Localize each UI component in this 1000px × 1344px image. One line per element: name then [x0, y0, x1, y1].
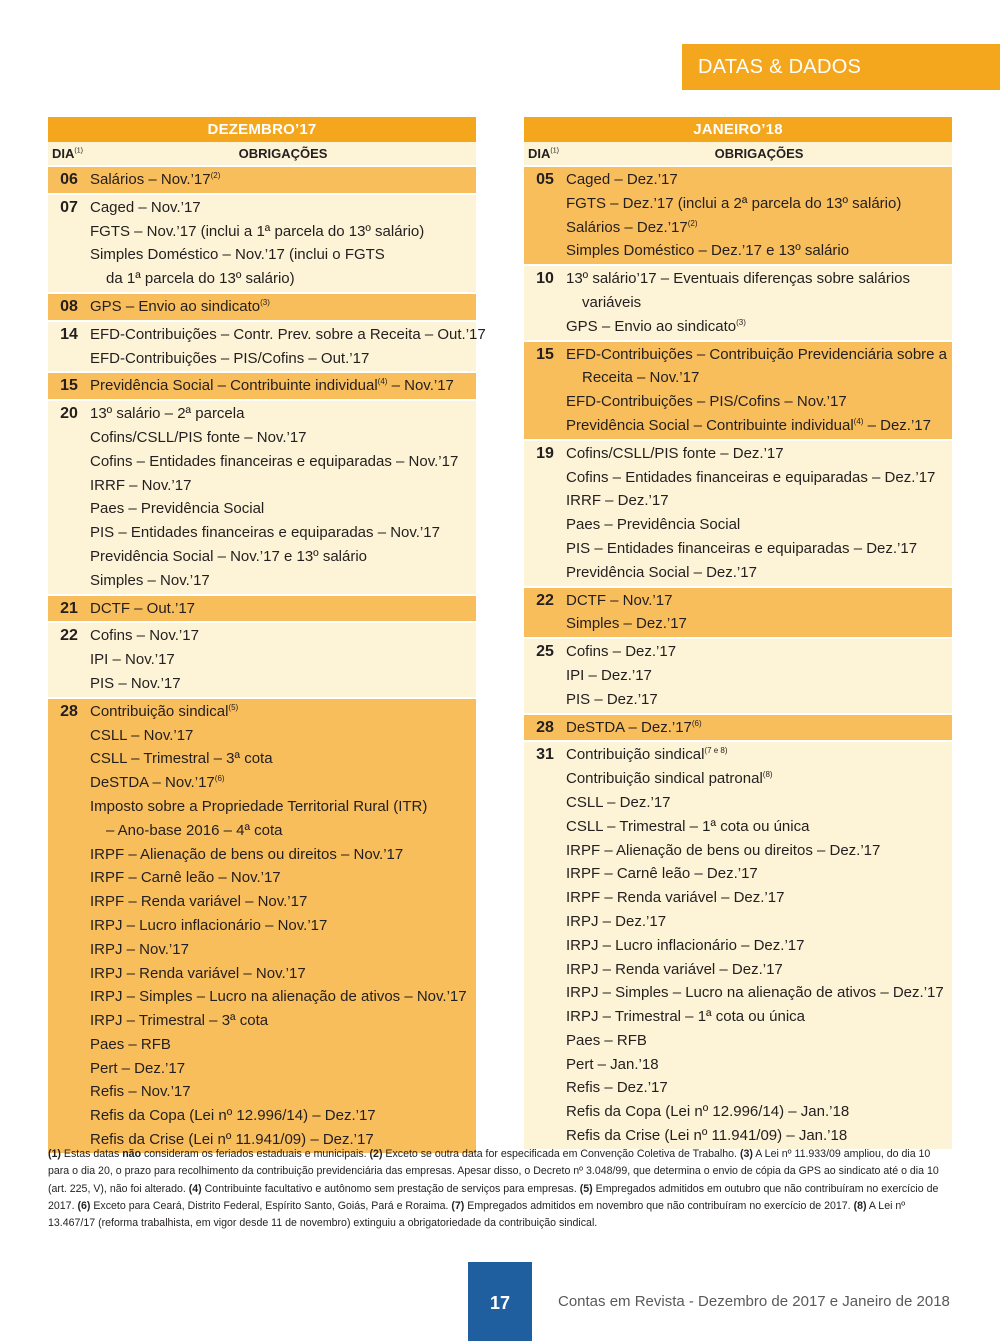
page-number: 17	[468, 1262, 532, 1341]
obligation-item	[90, 295, 476, 319]
obligation-text: IPI – Dez.’17	[566, 666, 652, 684]
obligation-text: Contribuição sindical patronal	[566, 770, 763, 788]
obligation-text: – Ano-base 2016 – 4ª cota	[106, 821, 283, 839]
footnote-ref: (4)	[377, 377, 388, 387]
obligation-text: IRPJ – Renda variável – Nov.’17	[90, 964, 306, 982]
obligation-text: Paes – Previdência Social	[566, 516, 741, 534]
obligation-text: Salários – Dez.’17	[566, 218, 688, 236]
obligation-text: CSLL – Nov.’17	[90, 726, 194, 744]
obligation-item	[566, 886, 952, 910]
footnote-ref: (5)	[228, 702, 239, 712]
obligation-item	[90, 795, 476, 819]
day-column-header: DIA$^{(1)}$	[48, 142, 90, 166]
obligations-cell	[90, 194, 476, 293]
obligation-item	[566, 168, 952, 192]
obligation-text-suffix: – Dez.’17	[863, 416, 931, 434]
obligation-item	[566, 1124, 952, 1148]
calendar-body	[48, 166, 486, 1154]
obligation-text: Paes – RFB	[566, 1031, 647, 1049]
table-row	[48, 321, 476, 373]
obligation-text-suffix: – Nov.’17	[387, 377, 454, 395]
obligation-text: da 1ª parcela do 13º salário)	[106, 270, 295, 288]
obligation-item	[566, 442, 952, 466]
obligation-item	[566, 216, 952, 240]
obligation-item	[566, 390, 952, 414]
obligation-item	[90, 648, 476, 672]
obligation-text: Cofins/CSLL/PIS fonte – Dez.’17	[566, 444, 784, 462]
obligation-text: Refis – Dez.’17	[566, 1079, 668, 1097]
obligations-cell	[90, 400, 476, 594]
day-cell: 10	[524, 265, 566, 340]
obligations-cell	[90, 321, 486, 373]
obligation-item	[90, 597, 476, 621]
day-cell: 15	[524, 341, 566, 440]
table-row	[524, 341, 952, 440]
obligation-item	[566, 743, 952, 767]
obligation-text: 13º salário – 2ª parcela	[90, 405, 245, 423]
obligations-cell	[90, 166, 476, 194]
obligation-text: IRRF – Nov.’17	[90, 476, 192, 494]
obligation-item	[90, 1080, 476, 1104]
day-cell: 28	[524, 714, 566, 742]
obligation-item	[90, 545, 476, 569]
obligation-text: IRPJ – Lucro inflacionário – Nov.’17	[90, 916, 328, 934]
obligation-text: FGTS – Nov.’17 (inclui a 1ª parcela do 13º salário)	[90, 222, 425, 240]
obligation-item	[566, 716, 952, 740]
obligations-cell	[566, 638, 952, 713]
obligation-text: IRRF – Dez.’17	[566, 492, 669, 510]
day-cell: 14	[48, 321, 90, 373]
day-cell: 05	[524, 166, 566, 265]
obligation-item	[566, 589, 952, 613]
obligation-text: Previdência Social – Contribuinte individual	[566, 416, 854, 434]
footnote-number: (6)	[77, 1199, 91, 1212]
footnote-ref: (6)	[214, 774, 225, 784]
obligation-text: GPS – Envio ao sindicato	[90, 297, 261, 315]
obligation-item	[90, 497, 476, 521]
obligation-text: IRPJ – Simples – Lucro na alienação de ativos – Dez.’17	[566, 984, 944, 1002]
footnote-number: (5)	[579, 1182, 593, 1195]
footnote-text: Empregados admitidos em novembro que não contribuíram no exercício de 2017.	[464, 1199, 854, 1212]
footnote-number: (3)	[739, 1148, 753, 1160]
footnote-emphasis: não	[122, 1148, 142, 1160]
section-tag: DATAS & DADOS	[682, 44, 1000, 90]
obligation-item	[90, 196, 476, 220]
obligation-item	[566, 664, 952, 688]
obligation-item	[90, 914, 476, 938]
table-row	[524, 714, 952, 742]
obligation-text: Previdência Social – Contribuinte individual	[90, 377, 378, 395]
obligation-item	[90, 962, 476, 986]
obligation-text: IRPF – Renda variável – Dez.’17	[566, 889, 785, 907]
obligation-item	[566, 791, 952, 815]
obligation-text: Simples – Nov.’17	[90, 571, 210, 589]
obligation-item	[90, 267, 476, 291]
obligation-item	[90, 1104, 476, 1128]
obligation-item	[90, 771, 476, 795]
day-cell: 08	[48, 293, 90, 321]
obligation-item	[566, 612, 952, 636]
obligation-text: Cofins – Dez.’17	[566, 643, 677, 661]
table-row	[48, 622, 476, 697]
obligation-item	[566, 688, 952, 712]
obligation-item	[90, 426, 476, 450]
footnote-text: Exceto se outra data for especificada em Convenção Coletiva de Trabalho.	[382, 1148, 740, 1160]
obligation-item	[566, 561, 952, 585]
footnote-ref: (3)	[736, 317, 746, 327]
obligation-text: 13º salário’17 – Eventuais diferenças sobre salários	[566, 270, 911, 288]
day-cell: 15	[48, 372, 90, 400]
obligations-cell	[566, 166, 952, 265]
obligation-item	[90, 1057, 476, 1081]
obligation-item	[90, 890, 476, 914]
obligations-cell	[90, 622, 476, 697]
obligation-text: EFD-Contribuições – PIS/Cofins – Out.’17	[90, 349, 370, 367]
obligations-cell	[90, 372, 476, 400]
footnote-text: Estas datas	[60, 1148, 123, 1160]
obligation-text: PIS – Entidades financeiras e equiparadas – Nov.’17	[90, 524, 440, 542]
obligation-item	[90, 220, 476, 244]
table-row	[524, 440, 952, 587]
obligation-text: DCTF – Nov.’17	[566, 591, 673, 609]
obligation-text: Receita – Nov.’17	[582, 369, 700, 387]
obligation-text: EFD-Contribuições – Contr. Prev. sobre a Receita – Out.’17	[90, 325, 486, 343]
obligation-text: Refis da Crise (Lei nº 11.941/09) – Dez.’17	[90, 1131, 374, 1149]
footnote-number: (8)	[853, 1199, 867, 1212]
obligation-item	[90, 985, 476, 1009]
footnote-text: Exceto para Ceará, Distrito Federal, Espírito Santo, Goiás, Pará e Roraima.	[90, 1199, 452, 1212]
day-column-header: DIA$^{(1)}$	[524, 142, 566, 166]
obligations-cell	[566, 587, 952, 639]
table-row	[524, 166, 952, 265]
obligation-text: IPI – Nov.’17	[90, 651, 175, 669]
obligation-text: IRPJ – Renda variável – Dez.’17	[566, 960, 783, 978]
obligation-text: PIS – Nov.’17	[90, 674, 181, 692]
obligations-column-header: OBRIGAÇÕES	[566, 142, 952, 166]
obligation-text: IRPF – Carnê leão – Nov.’17	[90, 869, 281, 887]
obligations-cell	[566, 265, 952, 340]
obligations-cell	[566, 714, 952, 742]
footnote-text: consideram os feriados estaduais e municipais.	[141, 1148, 370, 1160]
obligation-text: Salários – Nov.’17	[90, 171, 211, 188]
obligation-item	[566, 1005, 952, 1029]
obligation-item	[566, 267, 952, 291]
footnote-text: Contribuinte facultativo e autônomo sem prestação de serviços para empresas.	[201, 1182, 580, 1195]
obligation-text: Refis – Nov.’17	[90, 1083, 191, 1101]
footnote-text: Empregados admitidos em outubro que não contribuíram no exercício de 2017.	[48, 1182, 939, 1212]
table-row	[524, 265, 952, 340]
table-row	[48, 194, 476, 293]
day-cell: 25	[524, 638, 566, 713]
obligation-text: CSLL – Trimestral – 3ª cota	[90, 750, 273, 768]
footnote-text: A Lei nº 11.933/09 ampliou, do dia 10 para o dia 20, o prazo para recolhimento da contribuição previdenciária das empresas. Apesar disso, o Decreto nº 3.048/99, que determina o envio de cópia da GPS ao sindicato até o dia 10 (art. 225, V), não foi alterado.	[48, 1148, 939, 1195]
calendar-january	[524, 117, 952, 1151]
obligation-text: IRPJ – Simples – Lucro na alienação de ativos – Nov.’17	[90, 988, 467, 1006]
obligation-item	[90, 402, 476, 426]
obligation-text: PIS – Entidades financeiras e equiparadas – Dez.’17	[566, 539, 918, 557]
obligation-item	[90, 521, 476, 545]
footnote-ref: (8)	[762, 770, 773, 780]
obligation-item	[566, 239, 952, 263]
obligation-item	[90, 866, 476, 890]
obligation-text: GPS – Envio ao sindicato	[566, 317, 737, 335]
obligation-text: Refis da Copa (Lei nº 12.996/14) – Jan.’18	[566, 1103, 850, 1121]
obligation-item	[566, 537, 952, 561]
footnote-ref: (2)	[687, 218, 698, 228]
obligation-item	[90, 1033, 476, 1057]
obligation-text: IRPJ – Nov.’17	[90, 940, 189, 958]
day-cell: 31	[524, 741, 566, 1150]
obligation-item	[90, 450, 476, 474]
day-cell: 22	[524, 587, 566, 639]
obligation-item	[90, 1009, 476, 1033]
obligation-text: Simples Doméstico – Nov.’17 (inclui o FGTS	[90, 246, 385, 264]
obligation-item	[566, 862, 952, 886]
footnote-ref: (7 e 8)	[704, 746, 728, 756]
day-cell: 06	[48, 166, 90, 194]
day-cell: 07	[48, 194, 90, 293]
obligation-text: variáveis	[582, 293, 642, 311]
obligation-text: FGTS – Dez.’17 (inclui a 2ª parcela do 13º salário)	[566, 194, 902, 212]
obligation-item	[90, 243, 476, 267]
obligation-text: PIS – Dez.’17	[566, 690, 658, 708]
footnote-number: (4)	[188, 1182, 202, 1195]
obligation-item	[90, 672, 476, 696]
footnotes	[48, 1146, 952, 1232]
obligation-item	[566, 815, 952, 839]
obligation-item	[566, 1053, 952, 1077]
obligation-text: DCTF – Out.’17	[90, 599, 196, 617]
obligation-text: Cofins – Entidades financeiras e equiparadas – Dez.’17	[566, 468, 936, 486]
obligations-cell	[90, 698, 476, 1154]
obligation-item	[90, 474, 476, 498]
obligation-item	[90, 374, 476, 398]
obligation-item	[90, 624, 476, 648]
obligation-item	[566, 489, 952, 513]
table-row	[48, 595, 476, 623]
obligation-text: IRPF – Renda variável – Nov.’17	[90, 893, 308, 911]
obligation-text: Pert – Dez.’17	[90, 1059, 186, 1077]
footnote-ref: (6)	[691, 718, 702, 728]
obligation-text: EFD-Contribuições – Contribuição Previdenciária sobre a	[566, 345, 948, 363]
obligation-text: IRPJ – Trimestral – 3ª cota	[90, 1012, 269, 1030]
obligation-text: CSLL – Dez.’17	[566, 793, 671, 811]
obligation-item	[566, 934, 952, 958]
obligations-cell	[566, 341, 952, 440]
obligation-text: EFD-Contribuições – PIS/Cofins – Nov.’17	[566, 393, 847, 411]
obligation-text: Simples Doméstico – Dez.’17 e 13º salário	[566, 242, 850, 260]
obligation-item	[90, 843, 476, 867]
footnote-number: (7)	[451, 1199, 465, 1212]
footnote-ref: (3)	[260, 297, 270, 307]
obligation-item	[566, 414, 952, 438]
obligations-cell	[566, 440, 952, 587]
obligation-item	[90, 168, 476, 192]
obligation-item	[90, 569, 476, 593]
obligation-item	[566, 1029, 952, 1053]
obligation-item	[566, 839, 952, 863]
obligation-text: Previdência Social – Nov.’17 e 13º salário	[90, 547, 368, 565]
obligation-text: Contribuição sindical	[566, 746, 705, 764]
table-row	[48, 166, 476, 194]
table-row	[48, 293, 476, 321]
obligation-item	[566, 640, 952, 664]
table-row	[48, 400, 476, 594]
obligation-text: CSLL – Trimestral – 1ª cota ou única	[566, 817, 810, 835]
obligation-text: Refis da Copa (Lei nº 12.996/14) – Dez.’17	[90, 1107, 376, 1125]
obligation-text: Cofins – Nov.’17	[90, 627, 199, 645]
obligations-cell	[90, 595, 476, 623]
calendar-body	[524, 166, 952, 1150]
day-cell: 21	[48, 595, 90, 623]
table-row	[48, 372, 476, 400]
obligation-item	[90, 724, 476, 748]
obligation-item	[90, 747, 476, 771]
day-cell: 20	[48, 400, 90, 594]
obligation-item	[90, 819, 476, 843]
obligation-text: IRPJ – Lucro inflacionário – Dez.’17	[566, 936, 805, 954]
obligation-text: Paes – RFB	[90, 1035, 171, 1053]
obligation-text: IRPJ – Trimestral – 1ª cota ou única	[566, 1008, 805, 1026]
obligation-item	[566, 315, 952, 339]
day-cell: 22	[48, 622, 90, 697]
obligations-cell	[90, 293, 476, 321]
obligation-text: Caged – Nov.’17	[90, 198, 201, 216]
obligation-text: Contribuição sindical	[90, 702, 229, 720]
obligation-text: DeSTDA – Nov.’17	[90, 774, 215, 792]
month-title: DEZEMBRO’17	[48, 117, 476, 142]
obligation-text: Simples – Dez.’17	[566, 615, 687, 633]
obligation-item	[566, 767, 952, 791]
obligation-text: IRPJ – Dez.’17	[566, 912, 667, 930]
obligation-item	[90, 323, 486, 347]
obligation-text: Cofins/CSLL/PIS fonte – Nov.’17	[90, 428, 307, 446]
day-cell: 19	[524, 440, 566, 587]
obligation-text: Previdência Social – Dez.’17	[566, 563, 757, 581]
table-row	[524, 638, 952, 713]
obligation-item	[566, 466, 952, 490]
publication-footer: Contas em Revista - Dezembro de 2017 e Janeiro de 2018	[558, 1293, 950, 1310]
obligation-item	[566, 910, 952, 934]
footnote-ref: (4)	[853, 416, 864, 426]
obligation-text: Pert – Jan.’18	[566, 1055, 659, 1073]
obligation-item	[566, 291, 952, 315]
obligation-text: Paes – Previdência Social	[90, 500, 265, 518]
obligations-column-header: OBRIGAÇÕES	[90, 142, 476, 166]
obligation-text: Imposto sobre a Propriedade Territorial Rural (ITR)	[90, 797, 428, 815]
obligation-item	[566, 366, 952, 390]
obligation-text: IRPF – Alienação de bens ou direitos – Dez.’17	[566, 841, 881, 859]
obligation-item	[90, 938, 476, 962]
footnote-text: A Lei nº 13.467/17 (reforma trabalhista, em vigor desde 11 de novembro) extinguiu a obrigatoriedade da contribuição sindical.	[48, 1199, 906, 1230]
month-title: JANEIRO’18	[524, 117, 952, 142]
obligation-text: DeSTDA – Dez.’17	[566, 718, 692, 736]
obligation-text: IRPF – Carnê leão – Dez.’17	[566, 865, 758, 883]
obligation-text: IRPF – Alienação de bens ou direitos – Nov.’17	[90, 845, 404, 863]
obligation-item	[566, 1100, 952, 1124]
table-row	[524, 587, 952, 639]
obligation-item	[566, 958, 952, 982]
footnote-number: (2)	[369, 1148, 383, 1160]
obligations-cell	[566, 741, 952, 1150]
obligation-item	[566, 192, 952, 216]
table-row	[48, 698, 476, 1154]
day-cell: 28	[48, 698, 90, 1154]
obligation-item	[566, 513, 952, 537]
obligation-item	[566, 1076, 952, 1100]
obligation-item	[90, 347, 476, 371]
obligation-text: Cofins – Entidades financeiras e equiparadas – Nov.’17	[90, 452, 459, 470]
calendar-december	[48, 117, 486, 1155]
obligation-item	[566, 343, 952, 367]
footnote-ref: (2)	[210, 171, 221, 180]
obligation-item	[566, 981, 952, 1005]
obligation-text: Refis da Crise (Lei nº 11.941/09) – Jan.’18	[566, 1127, 848, 1145]
table-row	[524, 741, 952, 1150]
footnote-number: (1)	[48, 1148, 61, 1160]
obligation-item	[90, 700, 476, 724]
obligation-text: Caged – Dez.’17	[566, 171, 678, 188]
